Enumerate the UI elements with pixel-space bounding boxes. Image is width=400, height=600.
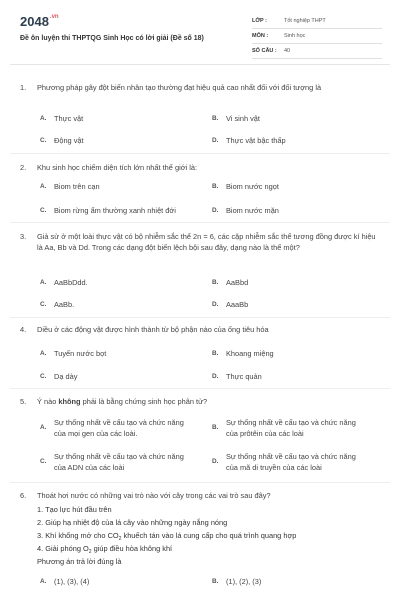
statement-text: 2. Giúp hạ nhiệt độ của lá cây vào những ngày nắng nóng: [37, 518, 228, 527]
question-text-part: Ý nào: [37, 397, 59, 406]
question-divider: [10, 153, 390, 154]
option-text: Sự thống nhất về cấu tạo và chức năng của mã di truyền của các loài: [226, 452, 356, 472]
question-divider: [10, 388, 390, 389]
subscript: 2: [118, 536, 122, 543]
option-text: Vi sinh vật: [226, 114, 260, 123]
brand-name: 2048: [20, 14, 49, 29]
document-header: [20, 14, 382, 60]
statement-text-rest: giúp điều hòa không khí: [91, 544, 173, 553]
header-divider: [10, 64, 390, 65]
option-letter: B.: [212, 424, 219, 431]
option-letter: B.: [212, 578, 219, 585]
option-text: Dạ dày: [54, 372, 78, 381]
question-divider: [10, 482, 390, 483]
option-letter: D.: [212, 301, 219, 308]
option-text: Tuyến nước bọt: [54, 349, 107, 358]
option-letter: C.: [40, 207, 47, 214]
option-text: Thực vật bậc thấp: [226, 136, 286, 145]
option-letter: D.: [212, 137, 219, 144]
meta-info: [252, 14, 382, 59]
statement-text-rest: khuếch tán vào lá cung cấp cho quá trình quang hợp: [121, 531, 297, 540]
meta-row-count: [252, 44, 382, 59]
option-text: AaBb.: [54, 300, 75, 309]
option-letter: C.: [40, 301, 47, 308]
option-text: Khoang miệng: [226, 349, 274, 358]
answer-prompt: [37, 556, 377, 567]
prompt-text: Phương án trả lời đúng là: [37, 557, 122, 566]
question-text: [37, 396, 377, 407]
option-letter: B.: [212, 279, 219, 286]
option-text: Biom nước mặn: [226, 206, 279, 215]
option-text: Động vật: [54, 136, 84, 145]
question-text: Khu sinh học chiếm diện tích lớn nhất thế giới là:: [37, 163, 198, 172]
option-letter: A.: [40, 183, 47, 190]
meta-label: LỚP :: [252, 18, 267, 24]
option-letter: A.: [40, 350, 47, 357]
question-text-part: phải là bằng chứng sinh học phân tử?: [80, 397, 208, 406]
meta-label: SỐ CÂU :: [252, 48, 277, 54]
statement-text: 4. Giải phóng O: [37, 544, 89, 553]
question-number: 5.: [20, 397, 27, 406]
option-letter: C.: [40, 458, 47, 465]
option-letter: A.: [40, 424, 47, 431]
question-divider: [10, 222, 390, 223]
question-divider: [10, 317, 390, 318]
option-text: Sự thống nhất về cấu tạo và chức năng của prôtêin của các loài: [226, 418, 356, 438]
option-text: (1), (3), (4): [54, 577, 90, 586]
option-text: Biom trên cạn: [54, 182, 100, 191]
question-number: 2.: [20, 163, 27, 172]
meta-value: Tốt nghiệp THPT: [284, 18, 326, 24]
meta-value: 40: [284, 48, 291, 54]
option-letter: A.: [40, 578, 47, 585]
question-number: 1.: [20, 83, 27, 92]
statement-text: 3. Khí khổng mở cho CO: [37, 531, 119, 540]
document-title: Đề ôn luyện thi THPTQG Sinh Học có lời giải (Đề số 18): [20, 35, 204, 42]
option-letter: D.: [212, 458, 219, 465]
question-number: 6.: [20, 491, 27, 500]
question-text: Phương pháp gây đột biến nhân tạo thường đạt hiệu quả cao nhất đối với đối tượng là: [37, 83, 322, 92]
question-number: 3.: [20, 232, 27, 241]
question-text: Diều ở các động vật được hình thành từ bộ phận nào của ống tiêu hóa: [37, 325, 269, 334]
brand-domain: .vn: [49, 14, 59, 20]
option-letter: B.: [212, 183, 219, 190]
option-text: Thực vật: [54, 114, 84, 123]
option-text: Thực quản: [226, 372, 262, 381]
statement-1: [37, 504, 377, 515]
statement-text: 1. Tạo lực hút đầu trên: [37, 505, 112, 514]
option-text: AaBbDdd.: [54, 278, 88, 287]
meta-value: Sinh học: [284, 33, 306, 39]
question-text: Thoát hơi nước có những vai trò nào với cây trong các vai trò sau đây?: [37, 491, 271, 500]
meta-row-subject: [252, 29, 382, 44]
option-text: (1), (2), (3): [226, 577, 262, 586]
subscript: 2: [88, 549, 92, 556]
option-text: Sự thống nhất về cấu tạo và chức năng của ADN của các loài: [54, 452, 184, 472]
option-letter: A.: [40, 115, 47, 122]
option-letter: B.: [212, 115, 219, 122]
question-number: 4.: [20, 325, 27, 334]
meta-row-class: [252, 14, 382, 29]
option-text: Biom nước ngọt: [226, 182, 279, 191]
option-letter: C.: [40, 373, 47, 380]
option-letter: D.: [212, 207, 219, 214]
option-text: Biom rừng ẩm thường xanh nhiệt đới: [54, 206, 176, 215]
option-text: AaBbd: [226, 278, 249, 287]
option-text: AaaBb: [226, 300, 249, 309]
option-letter: A.: [40, 279, 47, 286]
option-text: Sự thống nhất về cấu tạo và chức năng của mọi gen của các loài.: [54, 418, 184, 438]
question-emphasis: không: [58, 397, 81, 406]
brand-logo[interactable]: [20, 14, 59, 29]
meta-label: MÔN :: [252, 33, 269, 39]
option-letter: B.: [212, 350, 219, 357]
statement-2: [37, 517, 377, 528]
option-letter: D.: [212, 373, 219, 380]
option-letter: C.: [40, 137, 47, 144]
question-text: Giả sử ở một loài thực vật có bộ nhiễm sắc thể 2n = 6, các cặp nhiễm sắc thể tương đồng được kí hiệu là Aa, Bb và Dd. Trong các dạng đột biến lệch bội sau đây, dạng nào là thể một?: [37, 232, 376, 252]
